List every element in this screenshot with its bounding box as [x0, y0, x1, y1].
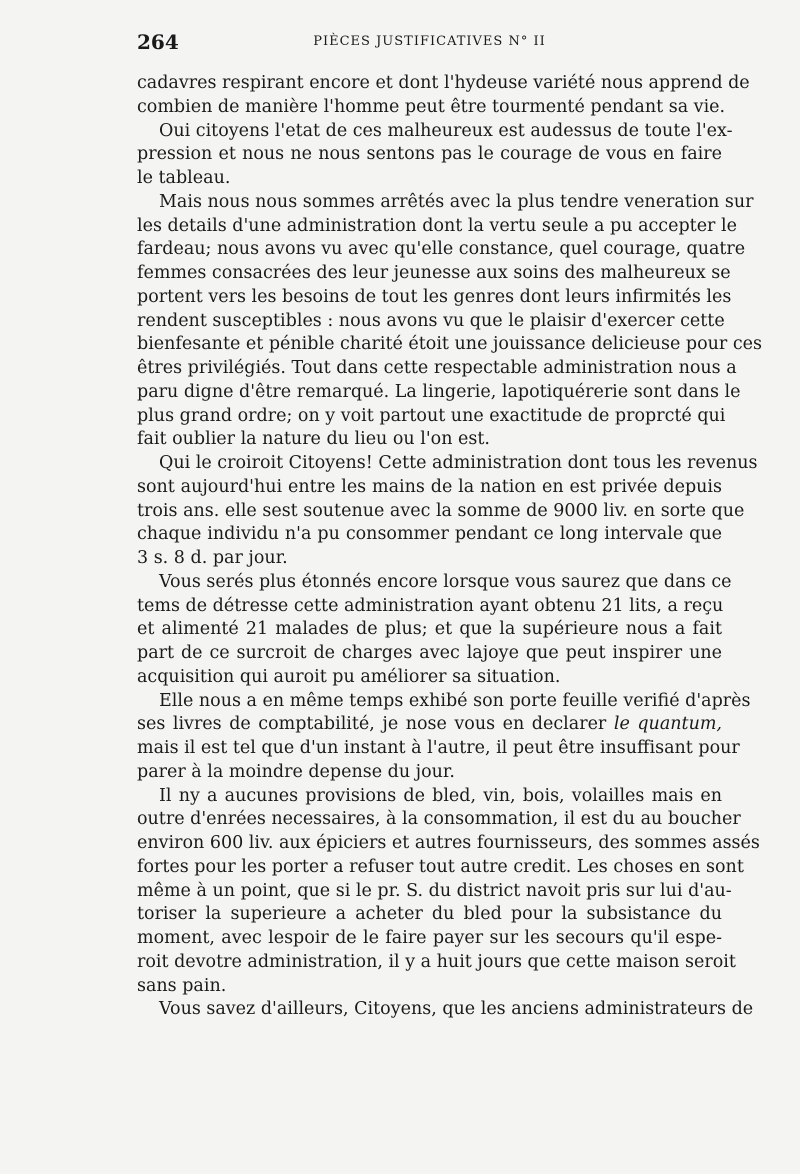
- text-line-content: paru digne d'être remarqué. La lingerie, lapotiquérerie sont dans le: [137, 381, 741, 402]
- text-line: [137, 262, 731, 286]
- text-line-content: sans pain.: [137, 975, 227, 996]
- text-line: [137, 500, 745, 524]
- text-line-content: fardeau; nous avons vu avec qu'elle constance, quel courage, quatre: [137, 239, 746, 260]
- text-line: [137, 761, 722, 785]
- text-line: [137, 191, 754, 215]
- text-line-content: parer à la moindre depense du jour.: [137, 761, 455, 782]
- text-line-content: sont aujourd'hui entre les mains de la nation en est privée depuis: [137, 476, 722, 497]
- text-line: [137, 903, 722, 927]
- text-line: [137, 333, 762, 357]
- text-line-content: outre d'enrées necessaires, à la consommation, il est du au boucher: [137, 809, 741, 830]
- text-line-content: fortes pour les porter a refuser tout autre credit. Les choses en sont: [137, 856, 744, 877]
- text-line-content: 3 s. 8 d. par jour.: [137, 548, 288, 568]
- text-line-content: part de ce surcroit de charges avec lajoye que peut inspirer une: [137, 643, 722, 663]
- text-line-content: plus grand ordre; on y voit partout une exactitude de proprcté qui: [137, 405, 726, 426]
- text-line-content: pression et nous ne nous sentons pas le courage de vous en faire: [137, 144, 722, 165]
- text-line: [137, 547, 722, 571]
- text-line-content: tems de détresse cette administration ayant obtenu 21 lits, a reçu: [137, 595, 724, 616]
- body-text: [137, 72, 762, 1022]
- text-line: [137, 215, 737, 239]
- text-line-content: moment, avec lespoir de le faire payer sur les secours qu'il espe-: [137, 928, 722, 948]
- text-line-content: femmes consacrées des leur jeunesse aux soins des malheureux se: [137, 263, 731, 283]
- text-line: [137, 808, 741, 832]
- text-line: [137, 310, 725, 334]
- text-line: [137, 523, 722, 547]
- text-line-content: roit devotre administration, il y a huit jours que cette maison seroit: [137, 951, 736, 972]
- text-line-content: le tableau.: [137, 168, 231, 188]
- text-line-content: êtres privilégiés. Tout dans cette respectable administration nous a: [137, 358, 737, 378]
- text-line: [137, 856, 744, 880]
- text-line: [137, 286, 732, 310]
- text-line-content: Vous savez d'ailleurs, Citoyens, que les anciens administrateurs de: [159, 999, 754, 1020]
- text-line: [137, 72, 750, 96]
- text-line-content: fait oublier la nature du lieu ou l'on est.: [137, 429, 490, 450]
- text-line-content: Il ny a aucunes provisions de bled, vin, bois, volailles mais en: [159, 785, 722, 806]
- text-line: [137, 381, 741, 405]
- page-number: 264: [137, 30, 179, 54]
- text-line-content: environ 600 liv. aux épiciers et autres fournisseurs, des sommes assés: [137, 833, 760, 853]
- text-line: [137, 642, 722, 666]
- text-line: [137, 357, 737, 381]
- text-line: [137, 998, 754, 1022]
- text-line: [137, 927, 722, 951]
- text-line: [137, 975, 722, 999]
- text-line: [137, 96, 726, 120]
- text-line-content: même à un point, que si le pr. S. du district navoit pris sur lui d'au-: [137, 880, 732, 901]
- italic-phrase: le quantum,: [613, 714, 722, 735]
- text-line: [137, 571, 732, 595]
- text-line-content: Elle nous a en même temps exhibé son porte feuille verifié d'après: [159, 690, 751, 711]
- running-title: PIÈCES JUSTIFICATIVES N° II: [313, 34, 546, 49]
- text-line: [137, 666, 722, 690]
- text-line-content: chaque individu n'a pu consommer pendant ce long intervale que: [137, 524, 722, 545]
- text-line-content: ses livres de comptabilité, je nose vous en declarer: [137, 714, 607, 735]
- text-line: [137, 120, 733, 144]
- text-line: [137, 405, 726, 429]
- text-line-content: et alimenté 21 malades de plus; et que la supérieure nous a fait: [137, 619, 722, 640]
- text-line-content: cadavres respirant encore et dont l'hydeuse variété nous apprend de: [137, 73, 750, 93]
- text-line: [137, 690, 751, 714]
- text-line: [137, 832, 760, 856]
- text-line: [137, 452, 758, 476]
- text-line: [137, 713, 722, 737]
- text-line-content: Vous serés plus étonnés encore lorsque vous saurez que dans ce: [159, 571, 732, 592]
- text-line-content: trois ans. elle sest soutenue avec la somme de 9000 liv. en sorte que: [137, 500, 745, 521]
- text-line-content: bienfesante et pénible charité étoit une jouissance delicieuse pour ces: [137, 334, 762, 355]
- text-line: [137, 595, 722, 619]
- text-line-content: Qui le croiroit Citoyens! Cette administration dont tous les revenus: [159, 453, 758, 473]
- text-line: [137, 785, 722, 809]
- text-line-content: Oui citoyens l'etat de ces malheureux est audessus de toute l'ex-: [159, 120, 733, 141]
- text-line-content: mais il est tel que d'un instant à l'autre, il peut être insuffisant pour: [137, 738, 740, 758]
- text-line: [137, 167, 722, 191]
- text-line: [137, 880, 732, 904]
- page-header: [137, 30, 722, 56]
- text-line-content: portent vers les besoins de tout les genres dont leurs infirmités les: [137, 286, 732, 307]
- text-line: [137, 428, 722, 452]
- text-line-content: rendent susceptibles : nous avons vu que le plaisir d'exercer cette: [137, 310, 725, 331]
- text-line: [137, 476, 722, 500]
- text-line: [137, 737, 740, 761]
- text-line-content: toriser la superieure a acheter du bled pour la subsistance du: [137, 904, 722, 925]
- text-line-content: les details d'une administration dont la vertu seule a pu accepter le: [137, 215, 737, 236]
- text-line: [137, 951, 736, 975]
- text-line-content: Mais nous nous sommes arrêtés avec la plus tendre veneration sur: [159, 191, 754, 212]
- text-line-content: acquisition qui auroit pu améliorer sa situation.: [137, 666, 561, 687]
- text-line: [137, 143, 722, 167]
- text-line: [137, 238, 746, 262]
- text-line-content: combien de manière l'homme peut être tourmenté pendant sa vie.: [137, 96, 726, 117]
- text-line: [137, 618, 722, 642]
